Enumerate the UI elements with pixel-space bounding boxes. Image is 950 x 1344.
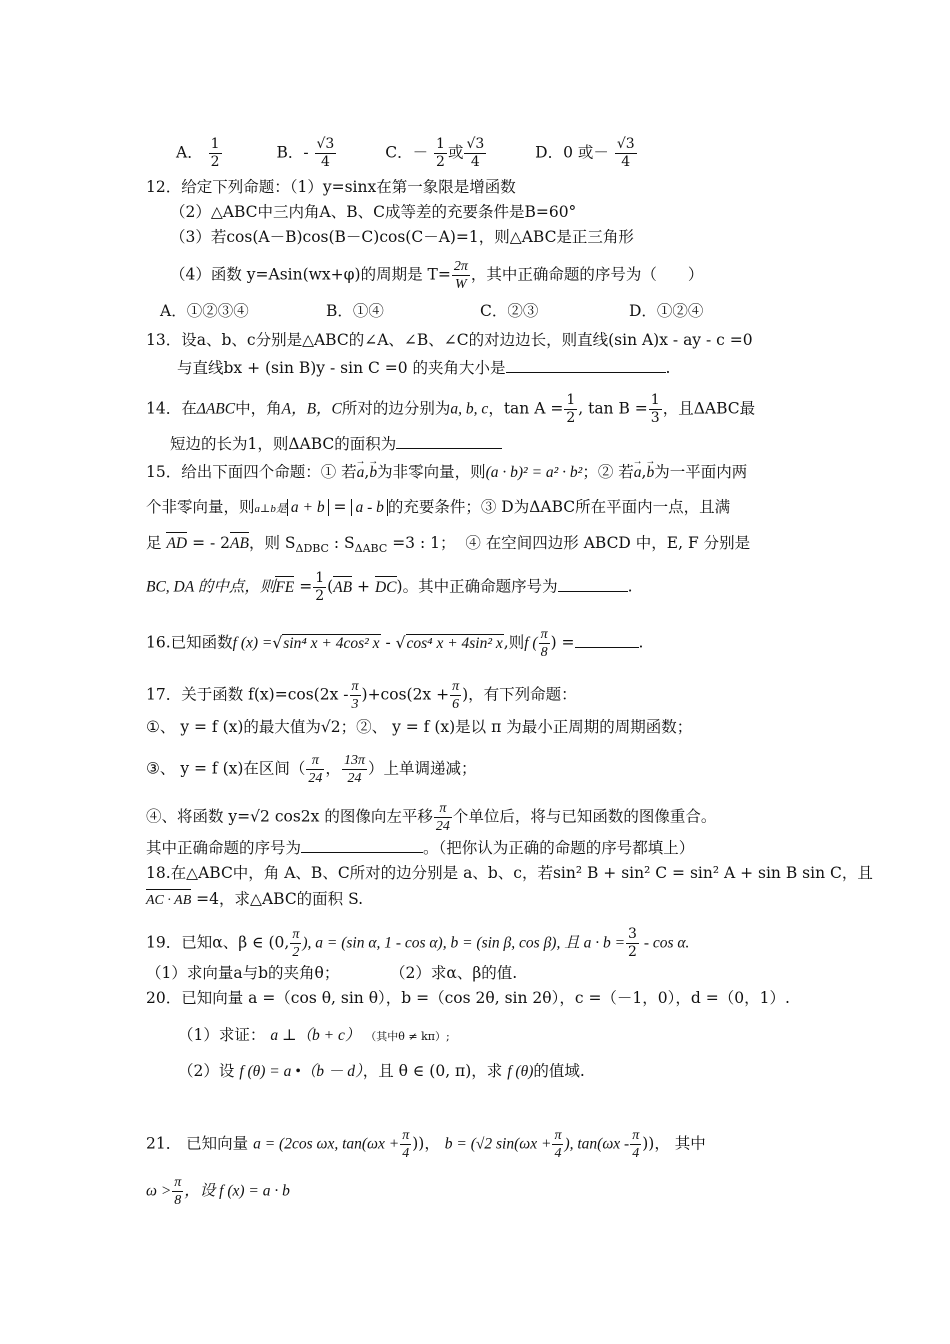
- q11-option-d-label: D．0 或－: [535, 143, 609, 162]
- q11-option-b-label: B．-: [276, 143, 309, 162]
- q16-line: 16.已知函数f (x) =√sin⁴ x + 4cos² x - √cos⁴ x + 4sin² x,则f ( $\frac{\pi}{8}$ ) = .: [146, 627, 644, 660]
- q11-option-c-or: 或: [447, 143, 464, 162]
- q11-option-c-label: C．－: [385, 143, 429, 162]
- q19-sub-1: （1）求向量a与b的夹角θ；: [146, 964, 340, 982]
- q17-interval-left: $\frac{\pi}{24}$: [308, 753, 323, 786]
- q21-stem: 21． 已知向量 a = (2cos ωx, tan(ωx + $\frac{\pi}{4}$ ))， b = (√2 sin(ωx + $\frac{\pi}{4}$ ), tan(ωx - $\frac{\pi}{4}$ ))， 其中: [146, 1128, 706, 1161]
- q17-stem: 17．关于函数 f(x)=cos(2x - $\frac{\pi}{3}$ )+cos(2x + $\frac{\pi}{6}$ )，有下列命题：: [146, 679, 577, 712]
- q16-pi-over-8: $\frac{\pi}{8}$: [540, 627, 548, 660]
- q21-a-fraction: $\frac{\pi}{4}$: [402, 1128, 410, 1161]
- q17-prop-4: ④、将函数 y=√2 cos2x 的图像向左平移 $\frac{\pi}{24}$ 个单位后，将与已知函数的图像重合。: [146, 801, 717, 834]
- q11-option-c-fraction1: $\frac{1}{2}$: [436, 136, 445, 170]
- q15-line1: 15．给出下面四个命题：① 若→ a,→ b为非零向量，则(a · b)² = a² · b²；② 若→ a,→ b为一平面内两: [146, 462, 747, 483]
- q20-sub-2: （2）设 f (θ) = a •（b － d），且 θ ∈ (0, π)，求 f (θ)的值域.: [178, 1062, 585, 1080]
- q12-proposition-2: （2）△ABC中三内角A、B、C成等差的充要条件是B=60°: [170, 203, 577, 221]
- q15-line4: BC, DA 的中点，则FE = $\frac{1}{2}$ (AB + DC)。其中正确命题序号为 .: [146, 570, 633, 604]
- q11-option-a-label: A．: [176, 143, 203, 162]
- q15-line3: 足 AD = - 2AB，则 $S_{\Delta DBC}$ : $S_{\Delta ABC} =3$ : 1； ④ 在空间四边形 ABCD 中，E, F 分别是: [146, 534, 751, 556]
- q17-shift-fraction: $\frac{\pi}{24}$: [435, 801, 450, 834]
- q11-options: [176, 136, 638, 171]
- q11-option-d-fraction: $\frac{√3}{4}$: [616, 136, 635, 170]
- q17-prop-1-2: ①、 y = f (x)的最大值为√2；②、 y = f (x)是以 π 为最小正周期的周期函数；: [146, 718, 693, 736]
- q19-sub-2: （2）求α、β的值.: [390, 964, 518, 982]
- q12-option-a: A．①②③④: [160, 302, 249, 320]
- q21-omega-bound: $\frac{\pi}{8}$: [174, 1175, 182, 1208]
- q17-frac-1: $\frac{\pi}{3}$: [351, 679, 359, 712]
- q12-period-fraction: $\frac{2\pi}{W}$: [453, 259, 468, 292]
- q14-answer-blank[interactable]: [396, 433, 502, 449]
- q19-three-halves: $\frac{3}{2}$: [628, 926, 637, 960]
- q18-line1: 18.在△ABC中，角 A、B、C所对的边分别是 a、b、c，若sin² B + sin² C = sin² A + sin B sin C，且: [146, 864, 873, 882]
- q16-answer-blank[interactable]: [575, 632, 639, 648]
- q13-line1: 13．设a、b、c分别是△ABC的∠A、∠B、∠C的对边边长，则直线(sin A)x - ay - c =0: [146, 331, 753, 349]
- q12-option-d: D．①②④: [629, 302, 704, 320]
- q14-tanB-fraction: $\frac{1}{3}$: [650, 392, 660, 426]
- q12-option-c: C．②③: [480, 302, 539, 320]
- q15-line2: 个非零向量，则a⊥b是 a + b = a - b 的充要条件；③ D为ΔABC所在平面内一点，且满: [146, 498, 731, 516]
- q18-line2: AC · AB =4，求△ABC的面积 S.: [146, 889, 363, 911]
- q21-line2: ω > $\frac{\pi}{8}$ ，设 f (x) = a · b: [146, 1175, 290, 1208]
- q20-sub-1: （1）求证： a ⊥（b + c） （其中θ ≠ kπ）;: [178, 1026, 450, 1044]
- q15-half-fraction: $\frac{1}{2}$: [315, 570, 325, 604]
- q12-proposition-3: （3）若cos(A－B)cos(B－C)cos(C－A)=1，则△ABC是正三角形: [170, 228, 634, 246]
- q17-answer-line: 其中正确命题的序号为 。（把你认为正确的命题的序号都填上）: [146, 839, 695, 857]
- q11-option-c-fraction2: $\frac{√3}{4}$: [466, 136, 485, 170]
- q21-b-fraction-2: $\frac{\pi}{4}$: [632, 1128, 640, 1161]
- q11-option-b-fraction: $\frac{√3}{4}$: [316, 136, 335, 170]
- q14-tanA-fraction: $\frac{1}{2}$: [566, 392, 576, 426]
- q14-line1: 14．在ΔABC中，角A，B，C所对的边分别为a, b, c，tan A = $\frac{1}{2}$ , tan B = $\frac{1}{3}$ ，且ΔABC最: [146, 392, 756, 426]
- q17-answer-blank[interactable]: [301, 837, 423, 853]
- q13-answer-blank[interactable]: [506, 357, 666, 373]
- q17-prop-3: ③、 y = f (x)在区间（ $\frac{\pi}{24}$ ， $\frac{13\pi}{24}$ ）上单调递减；: [146, 753, 477, 786]
- q19-pi-over-2: $\frac{\pi}{2}$: [292, 927, 300, 960]
- q21-b-fraction-1: $\frac{\pi}{4}$: [554, 1128, 562, 1161]
- q12-stem: 12．给定下列命题：（1）y=sinx在第一象限是增函数: [146, 178, 516, 196]
- q17-frac-2: $\frac{\pi}{6}$: [452, 679, 460, 712]
- q17-interval-right: $\frac{13\pi}{24}$: [343, 753, 365, 786]
- q19-stem: 19．已知α、β ∈ (0, $\frac{\pi}{2}$ ), a = (sin α, 1 - cos α), b = (sin β, cos β), 且 a · b = $\frac{3}{2}$ - cos α.: [146, 926, 690, 960]
- q13-line2: 与直线bx + (sin B)y - sin C =0 的夹角大小是 .: [177, 359, 671, 377]
- q11-option-a-fraction: $\frac{1}{2}$: [210, 136, 220, 170]
- q12-proposition-4: （4）函数 y=Asin(wx+φ)的周期是 T= $\frac{2\pi}{W}$ ，其中正确命题的序号为（ ）: [170, 259, 704, 292]
- q15-answer-blank[interactable]: [558, 576, 628, 592]
- q14-line2: 短边的长为1，则ΔABC的面积为: [170, 433, 502, 454]
- q12-option-b: B．①④: [326, 302, 384, 320]
- q20-stem: 20．已知向量 a =（cos θ, sin θ），b =（cos 2θ, sin 2θ），c =（－1，0），d =（0，1）.: [146, 989, 790, 1007]
